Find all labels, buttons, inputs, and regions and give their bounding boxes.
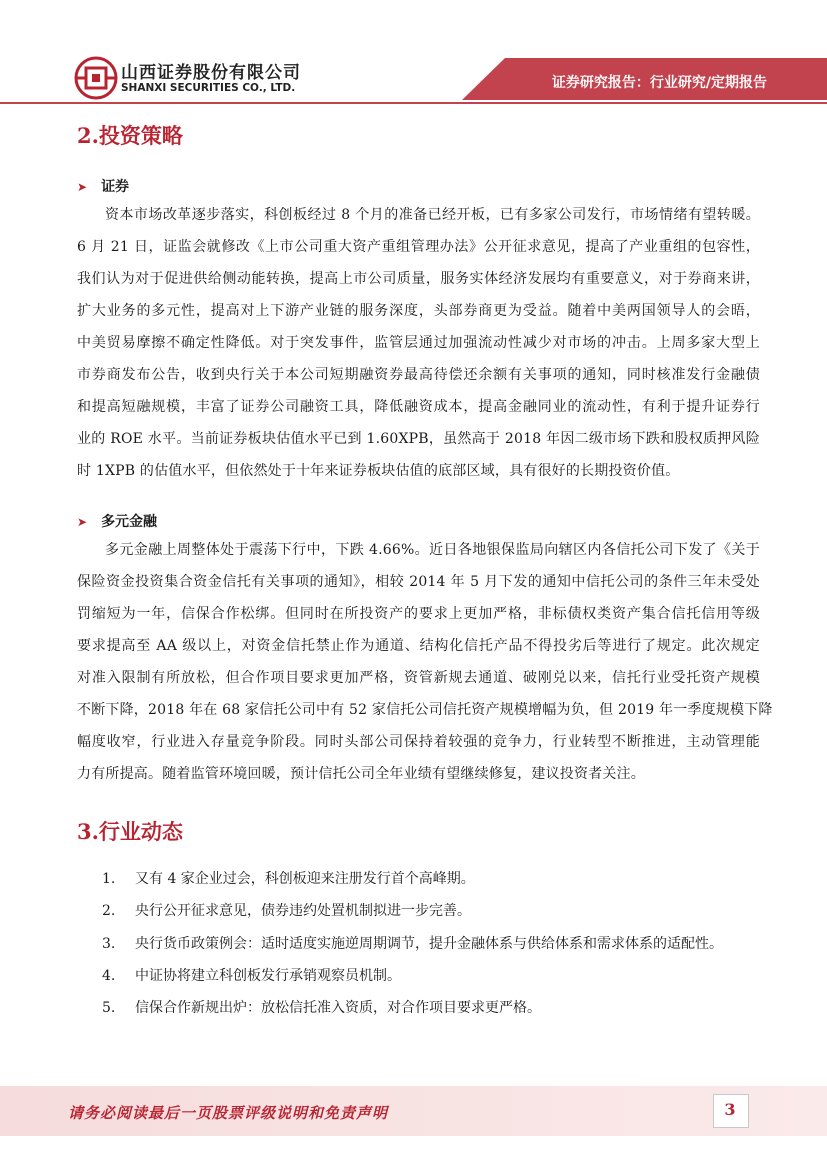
paragraph-line: 6 月 21 日，证监会就修改《上市公司重大资产重组管理办法》公开征求意见，提高了产业重组的包容性， (77, 239, 760, 255)
paragraph-line: 多元金融上周整体处于震荡下行中，下跌 4.66%。近日各地银保监局向辖区内各信托公司下发了《关于 (105, 542, 760, 558)
subsection-heading-securities (77, 176, 129, 196)
company-logo-icon (74, 56, 118, 100)
list-number: 2. (102, 903, 116, 919)
list-number: 3. (102, 936, 116, 952)
page-number: 3 (724, 1100, 736, 1119)
list-item (102, 868, 475, 888)
footer-disclaimer: 请务必阅读最后一页股票评级说明和免责声明 (68, 1104, 389, 1122)
list-item (102, 933, 723, 953)
page-header (0, 0, 827, 108)
paragraph-line: 对准入限制有所放松，但合作项目要求更加严格，资管新规去通道、破刚兑以来，信托行业受托资产规模 (77, 670, 760, 686)
subsection-label: 证券 (101, 179, 130, 195)
paragraph-line: 市券商发布公告，收到央行关于本公司短期融资券最高待偿还余额有关事项的通知，同时核准发行金融债 (77, 367, 760, 383)
list-text: 信保合作新规出炉：放松信托准入资质，对合作项目要求更严格。 (135, 1000, 541, 1016)
list-item (102, 900, 471, 920)
arrow-bullet-icon: ➤ (77, 180, 88, 194)
paragraph-line: 保险资金投资集合资金信托有关事项的通知》，相较 2014 年 5 月下发的通知中信托公司的条件三年未受处 (77, 574, 760, 590)
paragraph-line: 不断下降，2018 年在 68 家信托公司中有 52 家信托公司信托资产规模增幅为负，但 2019 年一季度规模下降 (77, 702, 773, 718)
list-item (102, 997, 541, 1017)
list-text: 中证协将建立科创板发行承销观察员机制。 (135, 968, 401, 984)
subsection-heading-diversified-finance (77, 511, 157, 531)
list-text: 又有 4 家企业过会，科创板迎来注册发行首个高峰期。 (135, 871, 475, 887)
paragraph-line: 幅度收窄，行业进入存量竞争阶段。同时头部公司保持着较强的竞争力，行业转型不断推进，主动管理能 (77, 734, 760, 750)
subsection-label: 多元金融 (101, 514, 158, 530)
arrow-bullet-icon: ➤ (77, 515, 88, 529)
paragraph-line: 要求提高至 AA 级以上，对资金信托禁止作为通道、结构化信托产品不得投劣后等进行了规定。此次规定 (77, 638, 760, 654)
company-name-en: SHANXI SECURITIES CO., LTD. (121, 82, 296, 94)
paragraph-line: 时 1XPB 的估值水平，但依然处于十年来证券板块估值的底部区域，具有很好的长期投资价值。 (77, 463, 680, 479)
paragraph-line: 罚缩短为一年，信保合作松绑。但同时在所投资产的要求上更加严格，非标债权类资产集合信托信用等级 (77, 606, 760, 622)
report-type: 证券研究报告：行业研究/定期报告 (551, 75, 767, 91)
paragraph-line: 力有所提高。随着监管环境回暖，预计信托公司全年业绩有望继续修复，建议投资者关注。 (77, 766, 645, 782)
section-title-industry-news: 3.行业动态 (77, 819, 183, 844)
list-text: 央行货币政策例会：适时适度实施逆周期调节，提升金融体系与供给体系和需求体系的适配性。 (135, 936, 723, 952)
list-number: 5. (102, 1000, 116, 1016)
list-text: 央行公开征求意见，债券违约处置机制拟进一步完善。 (135, 903, 471, 919)
company-name-cn: 山西证券股份有限公司 (121, 63, 301, 83)
paragraph-line: 资本市场改革逐步落实，科创板经过 8 个月的准备已经开板，已有多家公司发行，市场情绪有望转暖。 (105, 207, 760, 223)
list-number: 4. (102, 968, 116, 984)
paragraph-line: 扩大业务的多元性，提高对上下游产业链的服务深度，头部券商更为受益。随着中美两国领导人的会晤， (77, 303, 760, 319)
paragraph-line: 中美贸易摩擦不确定性降低。对于突发事件，监管层通过加强流动性减少对市场的冲击。上周多家大型上 (77, 335, 760, 351)
list-item (102, 965, 401, 985)
paragraph-line: 我们认为对于促进供给侧动能转换，提高上市公司质量，服务实体经济发展均有重要意义，对于券商来讲， (77, 271, 760, 287)
paragraph-line: 和提高短融规模，丰富了证券公司融资工具，降低融资成本，提高金融同业的流动性，有利于提升证券行 (77, 399, 760, 415)
section-title-strategy: 2.投资策略 (77, 123, 183, 148)
list-number: 1. (102, 871, 116, 887)
paragraph-line: 业的 ROE 水平。当前证券板块估值水平已到 1.60XPB，虽然高于 2018 年因二级市场下跌和股权质押风险 (77, 431, 760, 447)
